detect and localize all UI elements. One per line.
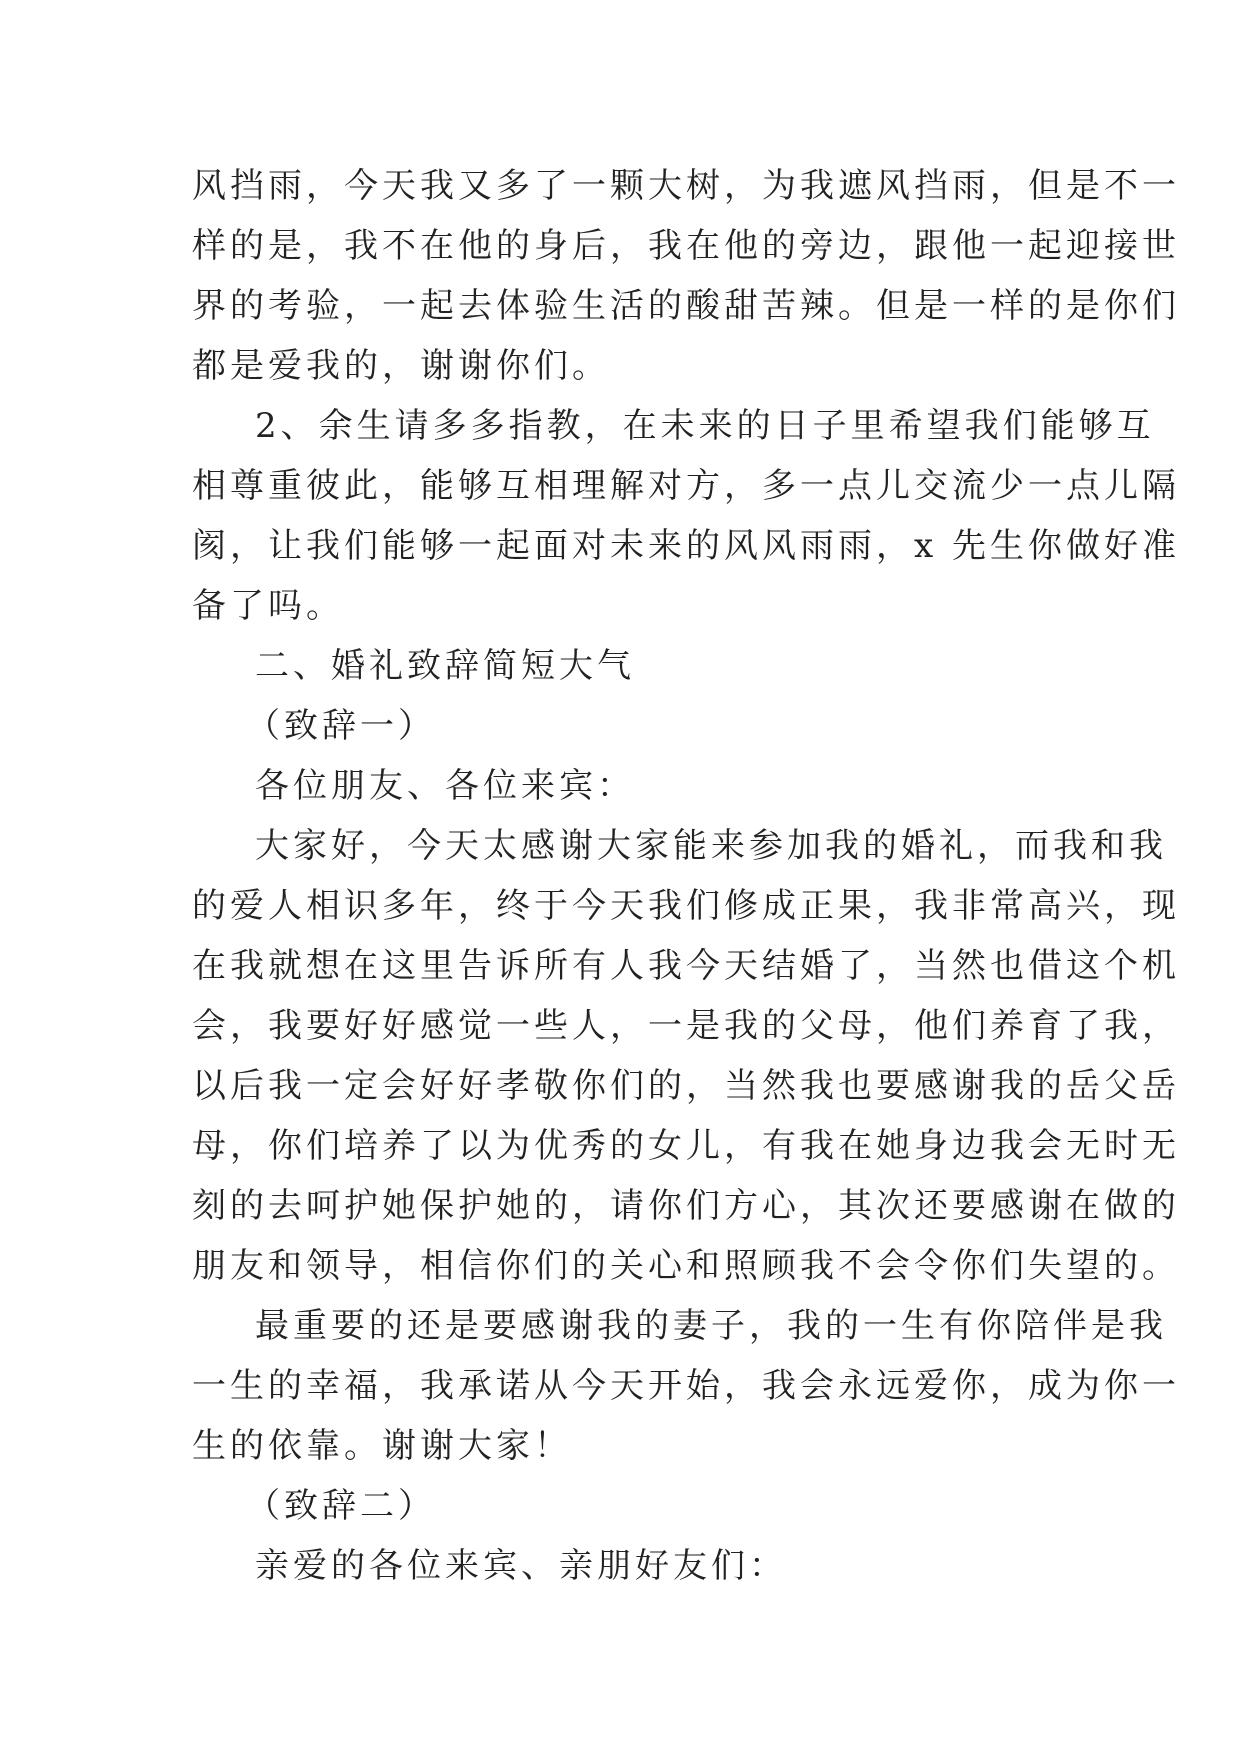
text-line: 备了吗。 (192, 586, 344, 626)
salutation: 各位朋友、各位来宾： (255, 766, 635, 806)
text-line: 刻的去呵护她保护她的，请你们方心，其次还要感谢在做的 (192, 1186, 1180, 1226)
text-line: 阂，让我们能够一起面对未来的风风雨雨，x 先生你做好准 (192, 526, 1180, 566)
speech-label: （致辞一） (246, 706, 436, 746)
text-line: 都是爱我的，谢谢你们。 (192, 346, 610, 386)
text-line: 界的考验，一起去体验生活的酸甜苦辣。但是一样的是你们 (192, 286, 1180, 326)
text-line: 一生的幸福，我承诺从今天开始，我会永远爱你，成为你一 (192, 1366, 1180, 1406)
text-line: 2、余生请多多指教，在未来的日子里希望我们能够互 (255, 406, 1155, 446)
text-line: 以后我一定会好好孝敬你们的，当然我也要感谢我的岳父岳 (192, 1066, 1180, 1106)
text-line: 样的是，我不在他的身后，我在他的旁边，跟他一起迎接世 (192, 226, 1180, 266)
text-line: 母，你们培养了以为优秀的女儿，有我在她身边我会无时无 (192, 1126, 1180, 1166)
salutation: 亲爱的各位来宾、亲朋好友们： (255, 1546, 787, 1586)
text-line: 相尊重彼此，能够互相理解对方，多一点儿交流少一点儿隔 (192, 466, 1180, 506)
text-line: 的爱人相识多年，终于今天我们修成正果，我非常高兴，现 (192, 886, 1180, 926)
text-line: 在我就想在这里告诉所有人我今天结婚了，当然也借这个机 (192, 946, 1180, 986)
text-line: 朋友和领导，相信你们的关心和照顾我不会令你们失望的。 (192, 1246, 1180, 1286)
text-line: 会，我要好好感觉一些人，一是我的父母，他们养育了我， (192, 1006, 1180, 1046)
text-line: 生的依靠。谢谢大家！ (192, 1426, 572, 1466)
text-line: 风挡雨，今天我又多了一颗大树，为我遮风挡雨，但是不一 (192, 166, 1180, 206)
section-heading: 二、婚礼致辞简短大气 (255, 646, 635, 686)
text-line: 大家好，今天太感谢大家能来参加我的婚礼，而我和我 (255, 826, 1167, 866)
text-line: 最重要的还是要感谢我的妻子，我的一生有你陪伴是我 (255, 1306, 1167, 1346)
speech-label: （致辞二） (246, 1486, 436, 1526)
